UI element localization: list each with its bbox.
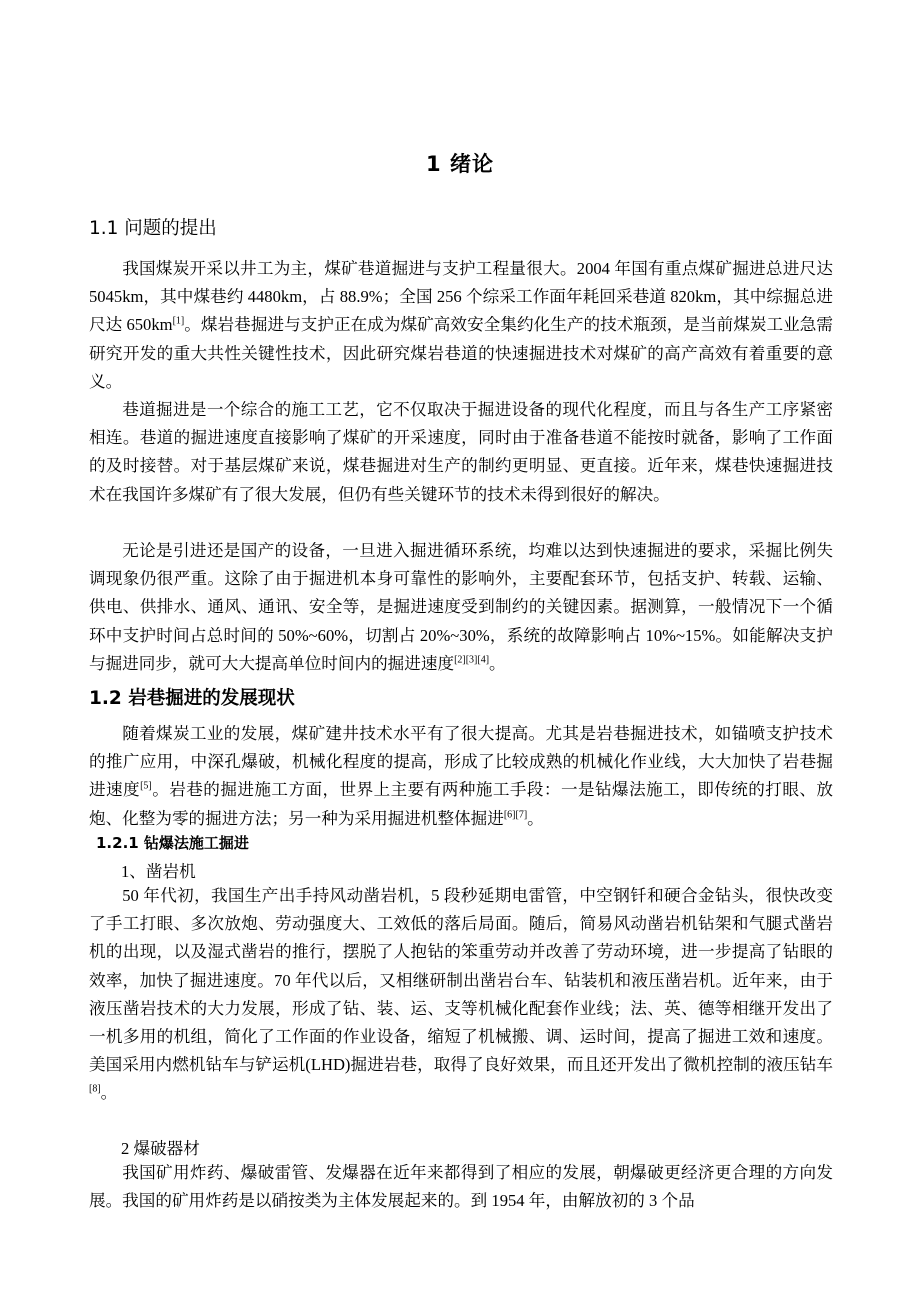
citation-ref: [6][7] xyxy=(503,809,528,821)
section-heading-1-2-1: 1.2.1 钻爆法施工掘进 xyxy=(96,834,249,852)
section-heading-1-2: 1.2 岩巷掘进的发展现状 xyxy=(89,688,295,709)
paragraph-1-2-1-a xyxy=(89,882,833,1108)
paragraph-text: 。 xyxy=(489,653,506,673)
citation-ref: [5] xyxy=(140,780,152,792)
paragraph-1-1-a xyxy=(89,255,833,396)
paragraph-1-2-1-b: 我国矿用炸药、爆破雷管、发爆器在近年来都得到了相应的发展，朝爆破更经济更合理的方向发展。我国的矿用炸药是以硝按类为主体发展起来的。到 1954 年，由解放初的 3 个品 xyxy=(89,1163,833,1211)
paragraph-1-2-a xyxy=(89,720,833,833)
paragraph-1-1-b: 巷道掘进是一个综合的施工工艺，它不仅取决于掘进设备的现代化程度，而且与各生产工序紧密相连。巷道的掘进速度直接影响了煤矿的开采速度，同时由于准备巷道不能按时就备，影响了工作面的及时接替。对于基层煤矿来说，煤巷掘进对生产的制约更明显、更直接。近年来，煤巷快速掘进技术在我国许多煤矿有了很大发展，但仍有些关键环节的技术未得到很好的解决。 xyxy=(89,400,833,504)
citation-ref: [1] xyxy=(172,315,185,327)
section-heading-1-1: 1.1 问题的提出 xyxy=(89,218,217,239)
paragraph-text: 。岩巷的掘进施工方面，世界上主要有两种施工手段：一是钻爆法施工，即传统的打眼、放炮、化整为零的掘进方法；另一种为采用掘进机整体掘进 xyxy=(89,780,833,828)
paragraph-text: 我国煤炭开采以井工为主，煤矿巷道掘进与支护工程量很大。2004 年国有重点煤矿掘进总进尺达 5045km，其中煤巷约 4480km，占 88.9%；全国 256 个综采工作面年耗回采巷道 820km，其中综掘总进尺达 650km xyxy=(89,259,833,335)
citation-ref: [2][3][4] xyxy=(454,654,490,666)
paragraph-text: 。 xyxy=(100,1083,118,1103)
paragraph-text: 随着煤炭工业的发展，煤矿建井技术水平有了很大提高。尤其是岩巷掘进技术，如锚喷支护技术的推广应用，中深孔爆破，机械化程度的提高，形成了比较成熟的机械化作业线，大大加快了岩巷掘进速度 xyxy=(89,724,833,800)
paragraph-text: 。煤岩巷掘进与支护正在成为煤矿高效安全集约化生产的技术瓶颈，是当前煤炭工业急需研究开发的重大共性关键性技术，因此研究煤岩巷道的快速掘进技术对煤矿的高产高效有着重要的意义。 xyxy=(89,315,833,391)
paragraph-text: 50 年代初，我国生产出手持风动凿岩机，5 段秒延期电雷管，中空钢钎和硬合金钻头，很快改变了手工打眼、多次放炮、劳动强度大、工效低的落后局面。随后，简易风动凿岩机钻架和气腿式凿岩机的出现，以及湿式凿岩的推行，摆脱了人抱钻的笨重劳动并改善了劳动环境，进一步提高了钻眼的效率，加快了掘进速度。70 年代以后，又相继研制出凿岩台车、钻装机和液压凿岩机。近年来，由于液压凿岩技术的大力发展，形成了钻、装、运、支等机械化配套作业线；法、英、德等相继开发出了一机多用的机组，简化了工作面的作业设备，缩短了机械搬、调、运时间，提高了掘进工效和速度。美国采用内燃机钻车与铲运机(LHD)掘进岩巷，取得了良好效果，而且还开发出了微机控制的液压钻车 xyxy=(89,886,833,1075)
list-item-drill: 1、凿岩机 xyxy=(121,862,196,881)
citation-ref: [8] xyxy=(89,1083,101,1095)
chapter-title: 1 绪论 xyxy=(426,152,494,176)
list-item-blasting: 2 爆破器材 xyxy=(121,1139,200,1158)
paragraph-text: 无论是引进还是国产的设备，一旦进入掘进循环系统，均难以达到快速掘进的要求，采掘比例失调现象仍很严重。这除了由于掘进机本身可靠性的影响外，主要配套环节，包括支护、转载、运输、供电、供排水、通风、通讯、安全等，是掘进速度受到制约的关键因素。据测算，一般情况下一个循环中支护时间占总时间的 50%~60%，切割占 20%~30%，系统的故障影响占 10%~15%。如能解决支护与掘进同步，就可大大提高单位时间内的掘进速度 xyxy=(89,541,833,673)
paragraph-1-1-c xyxy=(89,537,833,678)
paragraph-text: 。 xyxy=(527,808,544,828)
